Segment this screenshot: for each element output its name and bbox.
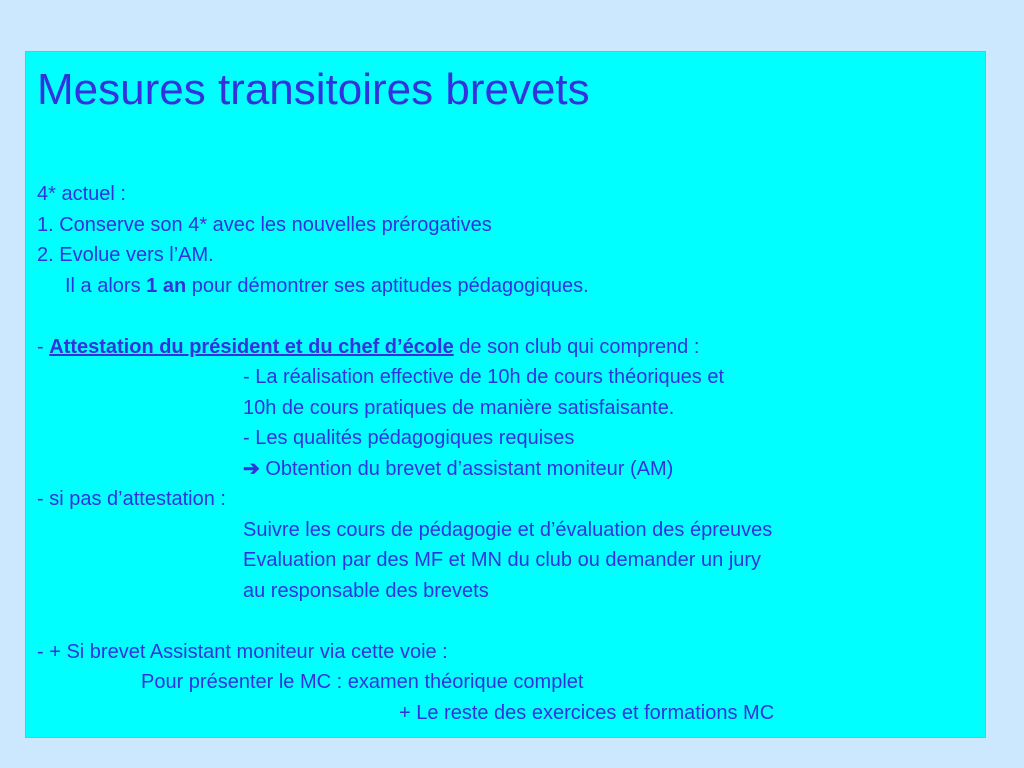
text-line-current-4-star: 4* actuel : — [37, 183, 126, 205]
spacer — [37, 606, 774, 637]
text-line-assistant-path: - + Si brevet Assistant moniteur via cette voie : — [37, 640, 448, 663]
text-line-obtention — [37, 454, 774, 485]
text-line-requirement-hours-cont: 10h de cours pratiques de manière satisfaisante. — [243, 396, 675, 419]
arrow-right-icon: ➔ — [243, 457, 260, 480]
text-fragment: Il a alors — [65, 274, 147, 297]
text-fragment: de son club qui comprend : — [453, 335, 700, 358]
text-line-option-1: 1. Conserve son 4* avec les nouvelles prérogatives — [37, 213, 492, 236]
text-line-one-year — [37, 271, 774, 302]
text-fragment: pour démontrer ses aptitudes pédagogiques. — [186, 274, 589, 297]
text-fragment: Obtention du brevet d’assistant moniteur (AM) — [259, 457, 674, 480]
text-line-requirement-hours: - La réalisation effective de 10h de cours théoriques et — [243, 366, 725, 388]
text-line-mc-exam: Pour présenter le MC : examen théorique complet — [141, 671, 584, 693]
text-line-evaluation-cont: au responsable des brevets — [243, 579, 489, 602]
attestation-heading: Attestation du président et du chef d’école — [49, 335, 454, 358]
dash: - — [37, 335, 50, 358]
text-line-follow-courses: Suivre les cours de pédagogie et d’évaluation des épreuves — [243, 518, 773, 541]
text-line-no-attestation: - si pas d’attestation : — [37, 488, 226, 510]
slide-body — [37, 179, 774, 728]
slide — [25, 51, 986, 738]
text-line-evaluation: Evaluation par des MF et MN du club ou demander un jury — [243, 549, 762, 571]
text-line-option-2: 2. Evolue vers l’AM. — [37, 244, 214, 266]
spacer — [37, 301, 774, 332]
bold-one-year: 1 an — [146, 274, 187, 297]
text-line-requirement-qualities: - Les qualités pédagogiques requises — [243, 427, 575, 449]
text-line-attestation — [37, 332, 774, 363]
text-line-mc-rest: + Le reste des exercices et formations MC — [399, 701, 775, 724]
slide-title: Mesures transitoires brevets — [37, 65, 590, 114]
